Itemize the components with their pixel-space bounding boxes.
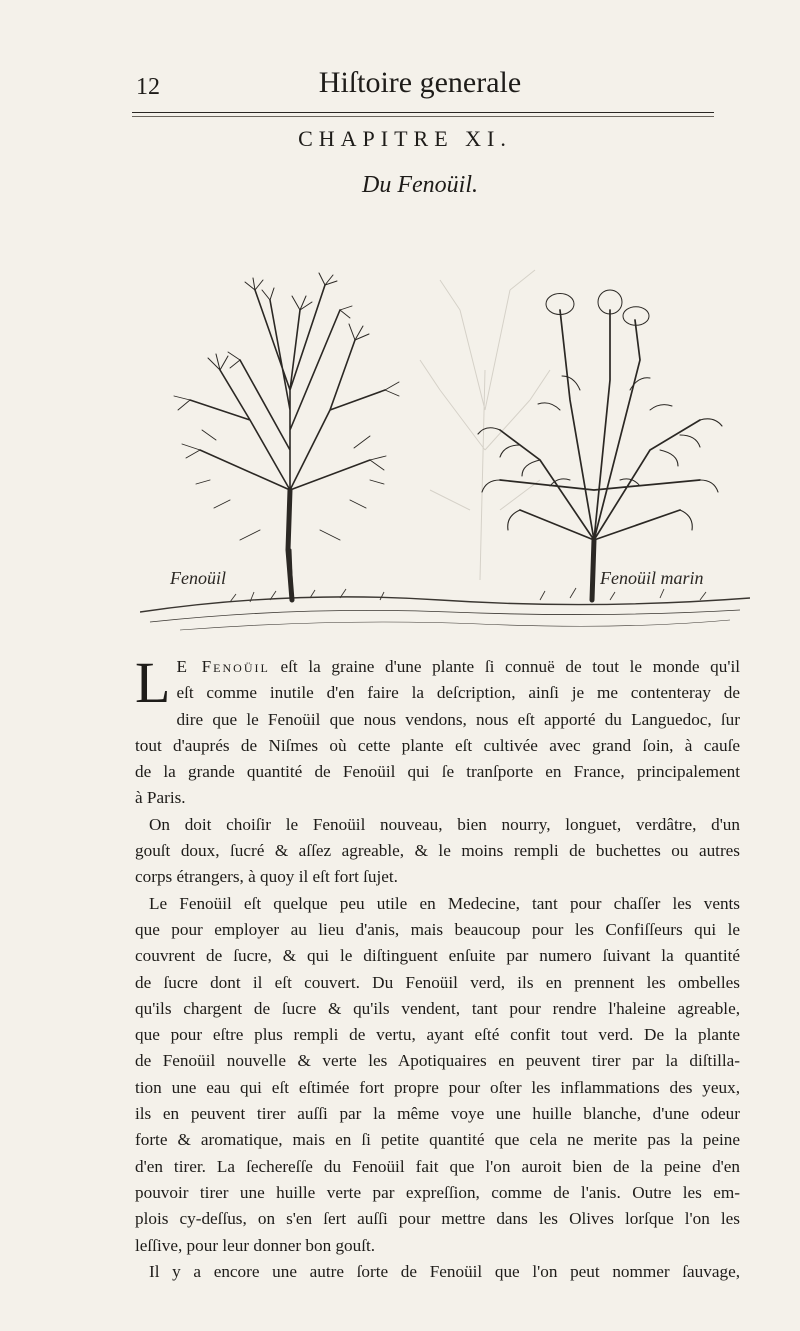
text-line: eſt comme inutile d'en faire la deſcription, ainſi je me contenteray de [176, 683, 740, 703]
engraving-plate [140, 250, 750, 650]
drop-cap-initial: L [135, 650, 171, 715]
running-head [120, 66, 720, 106]
text-line: de la grande quantité de Fenoüil qui ſe tranſporte en France, principalement [135, 762, 740, 782]
text-line: de Fenoüil nouvelle & verte les Apotiquaires en peuvent tirer par la diſtilla- [135, 1051, 740, 1071]
text-line: On doit choiſir le Fenoüil nouveau, bien nourry, longuet, verdâtre, d'un [149, 814, 740, 834]
text-line: couvrent de ſucre, & qui le diſtinguent enſuite par numero ſuivant la quantité [135, 946, 740, 966]
sea-fennel-plant-right [478, 290, 722, 600]
section-title: Du Fenoüil. [362, 172, 478, 198]
plate-caption-fenouil: Fenoüil [170, 568, 226, 588]
text-line: tion une eau qui eſt eſtimée fort propre pour oſter les inflammations des yeux, [135, 1077, 740, 1097]
text-line-part: eſt la graine d'une plante ſi connuë de tout le monde qu'il [269, 657, 740, 676]
text-line: qu'ils chargent de ſucre & qu'ils vendent, tant pour rendre l'haleine agreable, [135, 998, 740, 1018]
text-line: leſſive, pour leur donner bon gouſt. [135, 1235, 376, 1255]
text-line: Il y a encore une autre ſorte de Fenoüil que l'on peut nommer ſauvage, [149, 1261, 740, 1281]
fennel-plant-left [174, 273, 399, 600]
text-line: d'en tirer. La ſechereſſe du Fenoüil fait que l'on auroit bien de la peine d'en [135, 1156, 740, 1176]
plate-caption-fenouil-marin: Fenoüil marin [600, 568, 704, 588]
text-line: à Paris. [135, 788, 186, 808]
text-line: dire que le Fenoüil que nous vendons, nous eſt apporté du Languedoc, ſur [176, 709, 740, 729]
text-line: de ſucre dont il eſt couvert. Du Fenoüil verd, ils en prennent les ombelles [135, 972, 740, 992]
fennel-engraving-illustration [140, 250, 750, 650]
header-rule [132, 112, 714, 113]
text-line: plois cy-deſſus, on s'en ſert auſſi pour mettre dans les Olives lorſque l'on les [135, 1209, 740, 1229]
text-line: corps étrangers, à quoy il eſt fort ſujet. [135, 867, 398, 887]
chapter-body-text [135, 650, 740, 1285]
text-line: ils en peuvent tirer auſſi par la même voye une huille blanche, d'une odeur [135, 1104, 740, 1124]
bleed-through-ghost [420, 270, 550, 580]
text-line: gouſt doux, ſucré & aſſez agreable, & le moins rempli de buchettes ou autres [135, 841, 740, 861]
text-line: forte & aromatique, mais en ſi petite quantité que cela ne merite pas la peine [135, 1130, 740, 1150]
text-line: Le Fenoüil eſt quelque peu utile en Medecine, tant pour chaſſer les vents [149, 893, 740, 913]
ground-hatching [140, 588, 750, 630]
page-number: 12 [136, 74, 160, 100]
running-title: Hiſtoire generale [318, 66, 522, 99]
text-line [176, 654, 740, 680]
text-line: que pour employer au lieu d'anis, mais beaucoup pour les Confiſſeurs qui le [135, 919, 740, 939]
chapter-title: CHAPITRE XI. [298, 126, 512, 151]
lead-small-caps: E Fenoüil [176, 657, 270, 676]
text-line: pouvoir tirer une huille verte par expreſſion, comme de l'anis. Outre les em- [135, 1182, 740, 1202]
text-line: tout d'auprés de Niſmes où cette plante eſt cultivée avec grand ſoin, à cauſe [135, 735, 740, 755]
text-line: que pour eſtre plus rempli de vertu, ayant eſté confit tout verd. De la plante [135, 1025, 740, 1045]
header-rule-thin [132, 116, 714, 117]
